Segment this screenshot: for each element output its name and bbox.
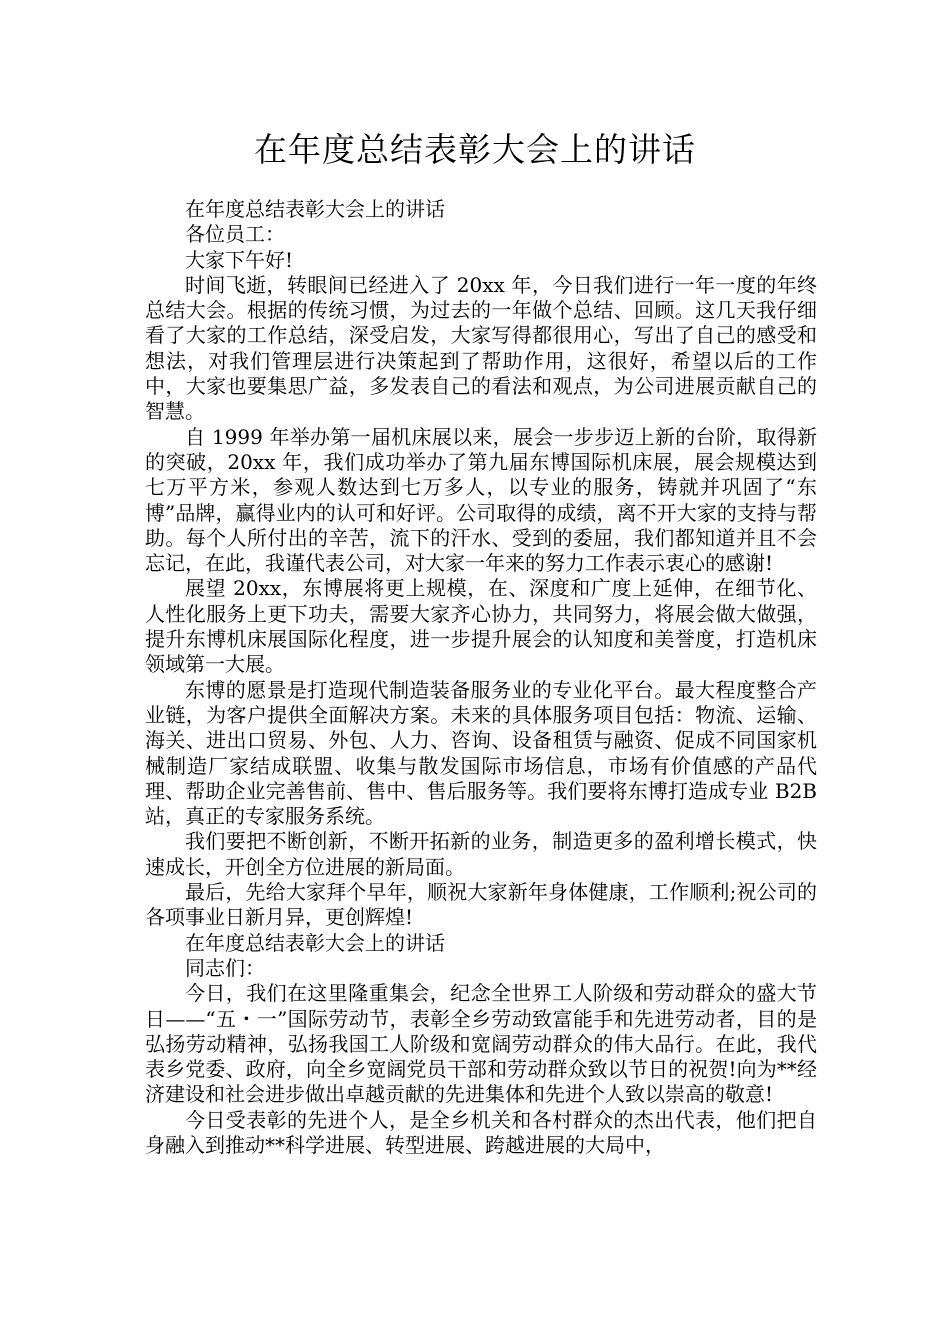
paragraph: 最后，先给大家拜个早年，顺祝大家新年身体健康，工作顺利;祝公司的各项事业日新月异，更创辉煌! <box>145 880 817 930</box>
paragraph: 自 1999 年举办第一届机床展以来，展会一步步迈上新的台阶，取得新的突破，20xx 年，我们成功举办了第九届东博国际机床展，展会规模达到七万平方米，参观人数达到七万多人，以专业的服务，铸就并巩固了“东博”品牌，赢得业内的认可和好评。公司取得的成绩，离不开大家的支持与帮助。每个人所付出的辛苦，流下的汗水、受到的委屈，我们都知道并且不会忘记，在此，我谨代表公司，对大家一年来的努力工作表示衷心的感谢! <box>145 424 817 576</box>
paragraph: 东博的愿景是打造现代制造装备服务业的专业化平台。最大程度整合产业链，为客户提供全面解决方案。未来的具体服务项目包括：物流、运输、海关、进出口贸易、外包、人力、咨询、设备租赁与融资、促成不同国家机械制造厂家结成联盟、收集与散发国际市场信息，市场有价值感的产品代理、帮助企业完善售前、售中、售后服务等。我们要将东博打造成专业 B2B 站，真正的专家服务系统。 <box>145 677 817 829</box>
paragraph: 在年度总结表彰大会上的讲话 <box>185 197 445 221</box>
paragraph: 展望 20xx，东博展将更上规模，在、深度和广度上延伸，在细节化、人性化服务上更下功夫，需要大家齐心协力，共同努力，将展会做大做强，提升东博机床展国际化程度，进一步提升展会的认知度和美誉度，打造机床领域第一大展。 <box>145 576 817 677</box>
document-body <box>145 197 817 1158</box>
paragraph: 我们要把不断创新，不断开拓新的业务，制造更多的盈利增长模式，快速成长，开创全方位进展的新局面。 <box>145 829 817 879</box>
document-title: 在年度总结表彰大会上的讲话 <box>254 130 696 169</box>
paragraph: 今日，我们在这里隆重集会，纪念全世界工人阶级和劳动群众的盛大节日——“五・一”国际劳动节，表彰全乡劳动致富能手和先进劳动者，目的是弘扬劳动精神，弘扬我国工人阶级和宽阔劳动群众的伟大品行。在此，我代表乡党委、政府，向全乡宽阔党员干部和劳动群众致以节日的祝贺!向为**经济建设和社会进步做出卓越贡献的先进集体和先进个人致以崇高的敬意! <box>145 981 817 1107</box>
paragraph: 时间飞逝，转眼间已经进入了 20xx 年，今日我们进行一年一度的年终总结大会。根据的传统习惯，为过去的一年做个总结、回顾。这几天我仔细看了大家的工作总结，深受启发，大家写得都很用心，写出了自己的感受和想法，对我们管理层进行决策起到了帮助作用，这很好，希望以后的工作中，大家也要集思广益，多发表自己的看法和观点，为公司进展贡献自己的智慧。 <box>145 272 817 424</box>
paragraph: 各位员工： <box>185 222 285 247</box>
paragraph: 同志们： <box>185 955 265 980</box>
paragraph: 大家下午好! <box>185 247 294 272</box>
paragraph: 今日受表彰的先进个人，是全乡机关和各村群众的杰出代表，他们把自身融入到推动**科学进展、转型进展、跨越进展的大局中， <box>145 1107 817 1157</box>
paragraph: 在年度总结表彰大会上的讲话 <box>185 930 445 955</box>
